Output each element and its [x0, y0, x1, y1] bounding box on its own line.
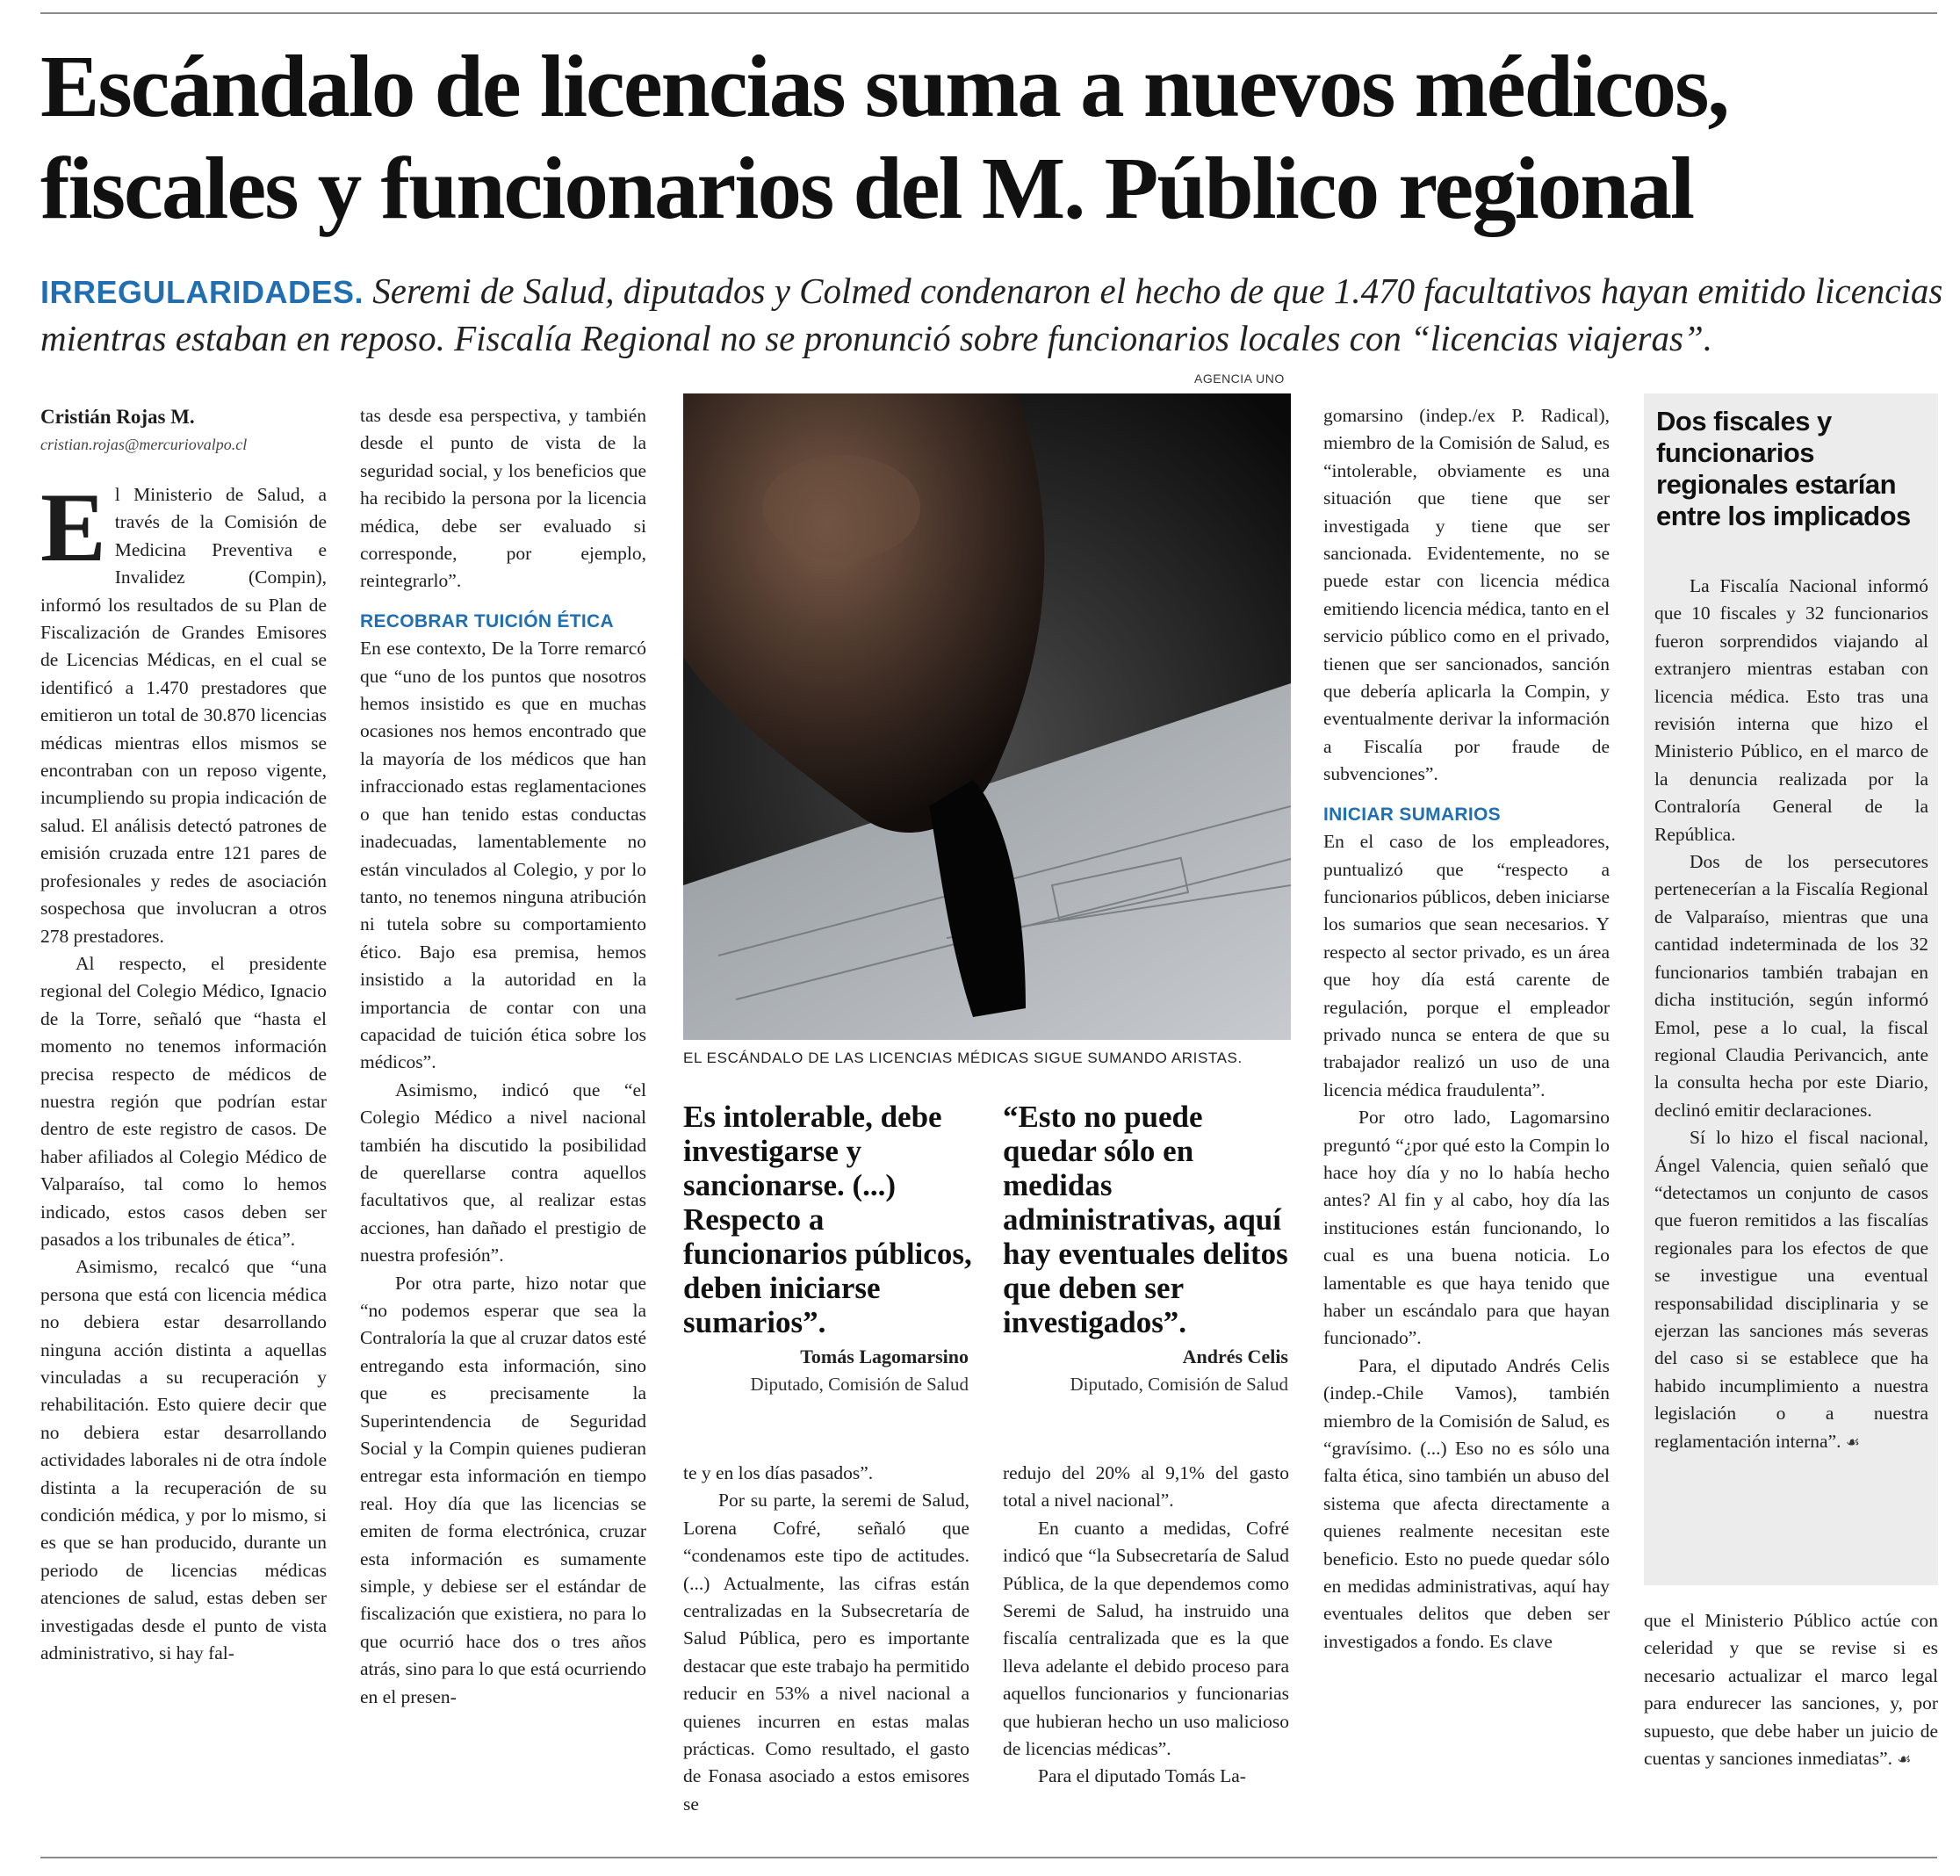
paragraph: Asimismo, indicó que “el Colegio Médico a nivel nacional también ha discutido la posibilidad de querellarse contra aquellos facultativos que, al realizar estas acciones, han dañado el prestigio de nuestra profesión”. — [360, 1079, 646, 1266]
pull-quote-2: “Esto no puede quedar sólo en medidas administrativas, aquí hay eventuales delitos que deben ser investigados”. — [1003, 1100, 1288, 1339]
paragraph: En ese contexto, De la Torre remarcó que “uno de los puntos que nosotros hemos insistido es que en muchas ocasiones nos hemos encontrado que la mayoría de los médicos que han infraccionado estas reglamentaciones o que han tenido estas conductas inadecuadas, lamentablemente no están vinculados al Colegio, y por lo tanto, no tenemos ninguna atribución ni tutela sobre su comportamiento ético. Bajo esa premisa, hemos insistido a la autoridad en la importancia de contar con una capacidad de tuición ética sobre los médicos”. — [360, 638, 646, 1073]
photo-caption: EL ESCÁNDALO DE LAS LICENCIAS MÉDICAS SIGUE SUMANDO ARISTAS. — [683, 1050, 1243, 1066]
subhead-recobrar: RECOBRAR TUICIÓN ÉTICA — [360, 610, 614, 631]
paragraph: En el caso de los empleadores, puntualizó que “respecto a funcionarios públicos, deben iniciarse los sumarios que sean necesarios. Y respecto al sector privado, es un área que hoy día está carente de regulación, porque el empleador privado nunca se entera de que su trabajador realizó un uso de una licencia médica fraudulenta”. — [1323, 831, 1610, 1100]
quote-1-name: Tomás Lagomarsino — [800, 1346, 969, 1367]
paragraph-text: Sí lo hizo el fiscal nacional, Ángel Valencia, quien señaló que “detectamos un conjunto de casos que fueron remitidos a las fiscalías regionales para los efectos de que se investigue una eventual responsabilidad disciplinaria y se ejerzan las sanciones más severas del caso si se establece que ha habido incumplimiento a nuestra legislación o a nuestra reglamentación interna”. — [1654, 1127, 1928, 1452]
column-4 — [1003, 1460, 1289, 1791]
column-2 — [360, 402, 646, 1711]
byline-email: cristian.rojas@mercuriovalpo.cl — [40, 436, 248, 453]
paragraph: La Fiscalía Nacional informó que 10 fiscales y 32 funcionarios fueron sorprendidos viajando al extranjero mientras estaban con licencia médica. Esto tras una revisión interna que hizo el Ministerio Público, en el marco de la denuncia realizada por la Contraloría General de la República. — [1654, 575, 1928, 845]
column-6 — [1644, 1607, 1938, 1773]
paragraph: tas desde esa perspectiva, y también desde el punto de vista de la seguridad social, y los beneficios que ha recibido la persona por la licencia médica, debe ser evaluado si corresponde, por ejemplo, reintegrarlo”. — [360, 405, 646, 592]
lead-text: Seremi de Salud, diputados y Colmed condenaron el hecho de que 1.470 facultativos hayan emitido licencias mientras estaban en reposo. Fiscalía Regional no se pronunció sobre funcionarios locales con “licencias viajeras”. — [40, 271, 1943, 358]
article-photo — [683, 393, 1291, 1040]
quote-2-role: Diputado, Comisión de Salud — [1070, 1374, 1288, 1395]
end-mark-icon: ☙ — [1897, 1750, 1912, 1769]
drop-cap: E — [40, 473, 106, 582]
headline-line-2: fiscales y funcionarios del M. Público regional — [40, 139, 1694, 237]
column-5 — [1323, 402, 1610, 1656]
top-rule — [40, 12, 1937, 14]
paragraph-text: que el Ministerio Público actúe con celeridad y que se revise si es necesario actualizar el marco legal para endurecer las sanciones, y, por supuesto, que debe haber un juicio de cuentas y sanciones inmediatas”. — [1644, 1610, 1938, 1770]
paragraph: Por otra parte, hizo notar que “no podemos esperar que sea la Contraloría la que al cruzar datos esté entregando esta información, sino que es precisamente la Superintendencia de Seguridad Social y la Compin quienes pudieran entregar esta información en tiempo real. Hoy día que las licencias se emiten de forma electrónica, cruzar esta información es sumamente simple, y debiese ser el estándar de fiscalización que existiera, no para lo que ocurrió hace dos o tres años atrás, sino para lo que está ocurriendo en el presen- — [360, 1272, 646, 1707]
sidebar-title: Dos fiscales y funcionarios regionales estarían entre los implicados — [1656, 406, 1911, 531]
headline — [40, 35, 1928, 239]
paragraph — [1654, 1124, 1928, 1456]
paragraph: redujo del 20% al 9,1% del gasto total a nivel nacional”. — [1003, 1462, 1289, 1512]
paragraph — [1644, 1607, 1938, 1773]
lead-kicker: IRREGULARIDADES. — [40, 274, 364, 310]
paragraph — [40, 473, 327, 950]
paragraph: Asimismo, recalcó que “una persona que está con licencia médica no debiera estar desarrollando ninguna acción distinta a aquellas vinculadas a su recuperación y rehabilitación. Esto quiere decir que no debiera estar desarrollando actividades laborales ni de otra índole distinta a la recuperación de su condición médica, y por lo mismo, si es que se han producido, durante un periodo de licencias médicas atenciones de salud, estas deben ser investigadas desde el punto de vista administrativo, si hay fal- — [40, 1256, 327, 1664]
paragraph-text: l Ministerio de Salud, a través de la Comisión de Medicina Preventiva e Invalidez (Compin), informó los resultados de su Plan de Fiscalización de Grandes Emisores de Licencias Médicas, en el cual se identificó a 1.470 prestadores que emitieron un total de 30.870 licencias médicas mientras ellos mismos se encontraban con un reposo vigente, incumpliendo su propia indicación de salud. El análisis detectó patrones de emisión cruzada entre 121 pares de profesionales y redes de asociación sospechosa que involucran a otros 278 prestadores. — [40, 484, 327, 947]
bottom-rule — [40, 1857, 1937, 1858]
photo-illustration — [683, 393, 1291, 1040]
end-mark-icon: ☙ — [1845, 1432, 1861, 1451]
byline-author: Cristián Rojas M. — [40, 406, 195, 428]
paragraph: Por su parte, la seremi de Salud, Lorena Cofré, señaló que “condenamos este tipo de actitudes. (...) Actualmente, las cifras están centralizadas en la Subsecretaría de Salud Pública, pero es importante destacar que este trabajo ha permitido reducir en 53% a nivel nacional a quienes incurren en estas malas prácticas. Como resultado, el gasto de Fonasa asociado a estos emisores se — [683, 1490, 969, 1815]
paragraph: Por otro lado, Lagomarsino preguntó “¿por qué esto la Compin lo hace hoy día y no lo había hecho antes? Al fin y al cabo, hoy día las instituciones están funcionando, lo cual es una buena noticia. Lo lamentable es que haya tenido que haber un escándalo para que hayan funcionado”. — [1323, 1107, 1610, 1349]
quote-2-name: Andrés Celis — [1182, 1346, 1288, 1367]
pull-quote-1: Es intolerable, debe investigarse y sancionarse. (...) Respecto a funcionarios públicos, deben iniciarse sumarios”. — [683, 1100, 972, 1339]
column-1 — [40, 402, 327, 1667]
headline-line-1: Escándalo de licencias suma a nuevos médicos, — [40, 37, 1728, 135]
subhead-iniciar: INICIAR SUMARIOS — [1323, 804, 1501, 825]
paragraph: En cuanto a medidas, Cofré indicó que “la Subsecretaría de Salud Pública, de la que dependemos como Seremi de Salud, ha instruido una fiscalía centralizada que es la que lleva adelante el debido proceso para aquellos funcionarios y funcionarias que hubieran hecho un uso malicioso de licencias médicas”. — [1003, 1517, 1289, 1760]
paragraph: Al respecto, el presidente regional del Colegio Médico, Ignacio de la Torre, señaló que “hasta el momento no tenemos información precisa respecto de médicos de nuestra región que podrían estar dentro de este registro de casos. De haber afiliados al Colegio Médico de Valparaíso, tal como lo hemos indicado, estos casos deben ser pasados a los tribunales de ética”. — [40, 952, 327, 1250]
column-3 — [683, 1460, 969, 1818]
quote-1-role: Diputado, Comisión de Salud — [750, 1374, 969, 1395]
paragraph: te y en los días pasados”. — [683, 1462, 874, 1483]
paragraph: gomarsino (indep./ex P. Radical), miembro de la Comisión de Salud, es “intolerable, obviamente es una situación que tiene que ser investigada y tiene que ser sancionada. Evidentemente, no se puede estar con licencia médica emitiendo licencia médica, tanto en el servicio público como en el privado, tienen que ser sancionados, sanción que debería aplicarla la Compin, y eventualmente derivar la información a Fiscalía por fraude de subvenciones”. — [1323, 405, 1610, 785]
paragraph: Dos de los persecutores pertenecerían a la Fiscalía Regional de Valparaíso, mientras que una cantidad indeterminada de los 32 funcionarios también trabajan en dicha institución, según informó Emol, pese a lo cual, la fiscal regional Claudia Perivancich, ante la consulta hecha por este Diario, declinó emitir declaraciones. — [1654, 851, 1928, 1121]
paragraph: Para el diputado Tomás La- — [1038, 1765, 1246, 1787]
paragraph: Para, el diputado Andrés Celis (indep.-Chile Vamos), también miembro de la Comisión de Salud, es “gravísimo. (...) Eso no es sólo una falta ética, sino también un abuso del sistema que afecta directamente a quienes realmente necesitan este beneficio. Esto no puede quedar sólo en medidas administrativas, aquí hay eventuales delitos que deben ser investigados a fondo. Es clave — [1323, 1354, 1610, 1652]
photo-credit: AGENCIA UNO — [1194, 372, 1285, 386]
lead-paragraph — [40, 268, 1946, 362]
sidebar-body — [1654, 573, 1928, 1456]
